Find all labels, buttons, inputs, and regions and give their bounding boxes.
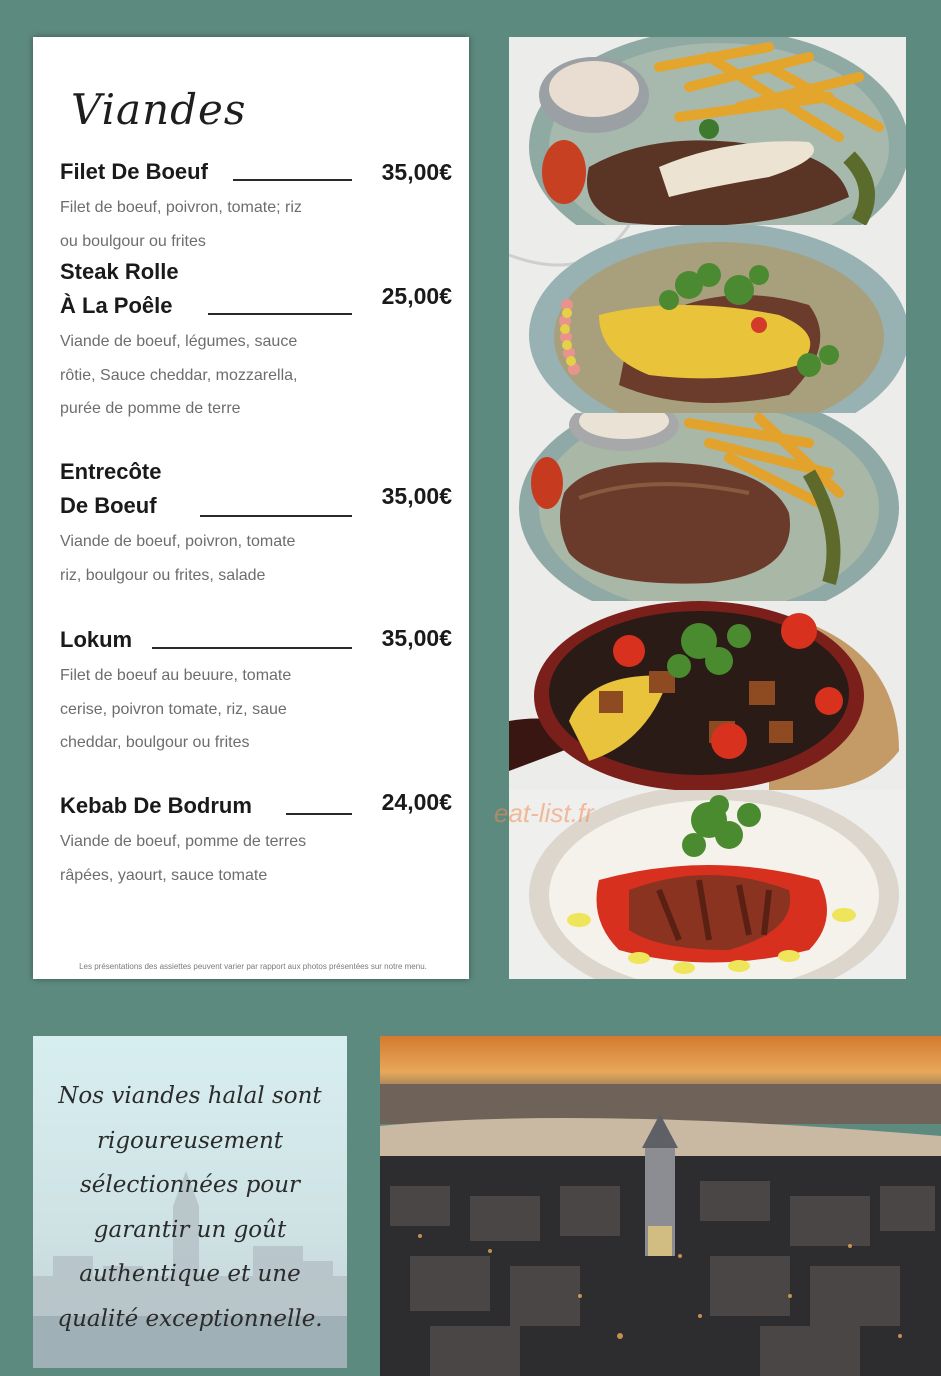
halal-note-text: Nos viandes halal sont rigoureusement sélectionnées pour garantir un goût authentique et une qualité exceptionnelle. bbox=[57, 1083, 323, 1332]
item-description: Viande de boeuf, légumes, sauce rôtie, Sauce cheddar, mozzarella, purée de pomme de terre bbox=[60, 333, 298, 417]
menu-item-lokum bbox=[60, 623, 452, 760]
item-name: Kebab De Bodrum bbox=[60, 793, 252, 818]
menu-item-kebab-de-bodrum bbox=[60, 789, 452, 892]
item-name: Lokum bbox=[60, 627, 133, 652]
price-leader-line bbox=[233, 179, 352, 181]
item-price: 35,00€ bbox=[381, 159, 452, 185]
item-price: 35,00€ bbox=[381, 625, 452, 651]
price-leader-line bbox=[208, 313, 352, 315]
item-name: Entrecôte bbox=[60, 459, 162, 484]
item-name: Steak Rolle bbox=[60, 259, 179, 284]
item-description: Filet de boeuf, poivron, tomate; riz ou boulgour ou frites bbox=[60, 199, 302, 250]
item-name-line-2: À La Poêle bbox=[60, 293, 173, 318]
price-leader-line bbox=[286, 813, 352, 815]
price-leader-line bbox=[200, 515, 352, 517]
item-price: 24,00€ bbox=[381, 789, 452, 815]
steak-rolle-photo bbox=[509, 225, 906, 413]
istanbul-city-photo bbox=[380, 1036, 941, 1376]
menu-title: Viandes bbox=[71, 85, 247, 134]
item-description: Viande de boeuf, poivron, tomate riz, boulgour ou frites, salade bbox=[60, 533, 296, 584]
menu-item-steak-rolle bbox=[60, 255, 452, 426]
lokum-photo bbox=[509, 601, 906, 790]
item-description: Viande de boeuf, pomme de terres râpées, yaourt, sauce tomate bbox=[60, 833, 307, 884]
item-description: Filet de boeuf au beuure, tomate cerise, poivron tomate, riz, saue cheddar, boulgour ou frites bbox=[60, 667, 292, 751]
item-name: Filet De Boeuf bbox=[60, 159, 208, 184]
watermark: eat-list.fr bbox=[494, 798, 594, 828]
item-name-line-2: De Boeuf bbox=[60, 493, 157, 518]
halal-note-box bbox=[33, 1036, 347, 1368]
menu-item-filet-de-boeuf bbox=[60, 155, 452, 258]
item-price: 35,00€ bbox=[381, 483, 452, 509]
menu-item-entrecote bbox=[60, 455, 452, 592]
filet-de-boeuf-photo bbox=[509, 37, 906, 225]
item-price: 25,00€ bbox=[381, 283, 452, 309]
menu-footnote: Les présentations des assiettes peuvent varier par rapport aux photos présentées sur notre menu. bbox=[79, 962, 427, 971]
price-leader-line bbox=[152, 647, 352, 649]
menu-card bbox=[33, 37, 469, 979]
entrecote-photo bbox=[509, 413, 906, 601]
